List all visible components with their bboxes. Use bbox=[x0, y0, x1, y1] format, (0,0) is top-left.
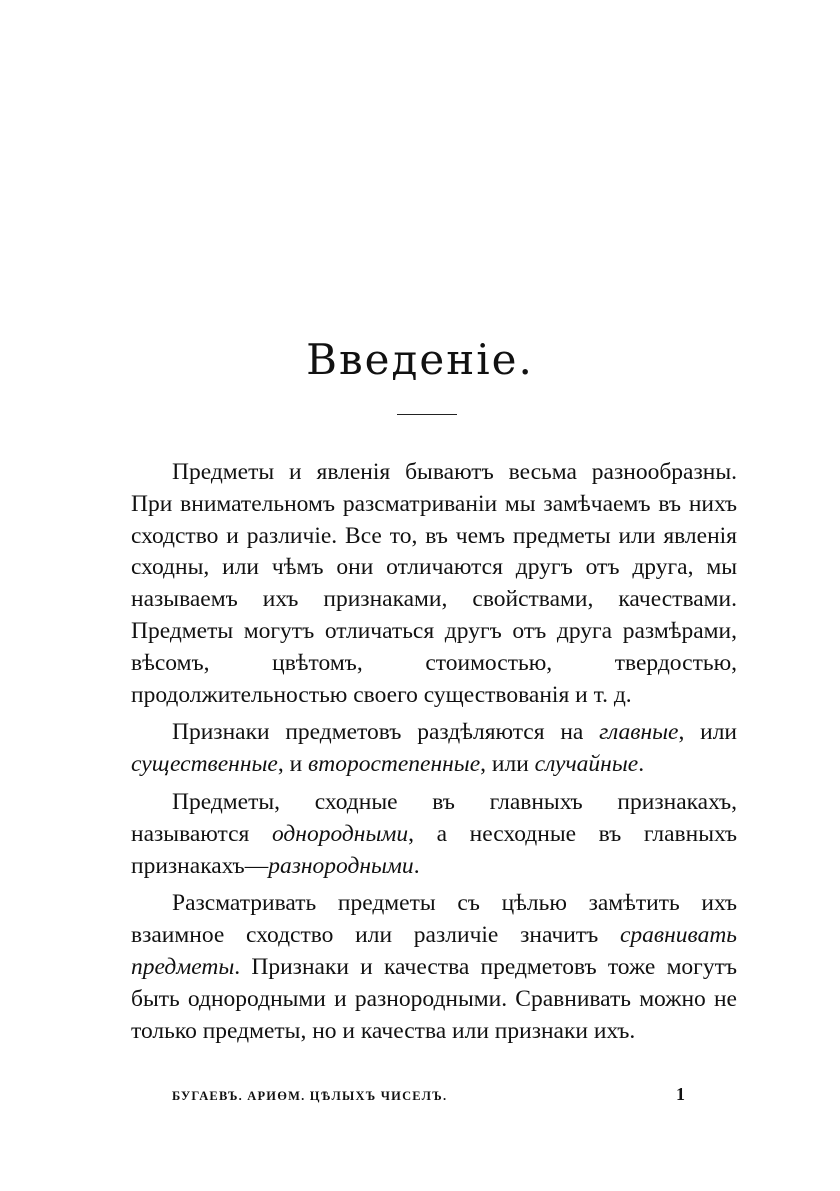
italic-term: существенные bbox=[131, 751, 278, 778]
paragraph: Разсматривать предметы съ цѣлью замѣтить ихъ взаимное сходство или различіе значитъ сравнивать предметы. Признаки и качества предметовъ тоже могутъ быть однородными и разнородными. Сравнивать можно не только предметы, но и качества или признаки ихъ. bbox=[131, 890, 737, 1044]
italic-term: второстепенные bbox=[308, 751, 481, 778]
paragraph: Предметы, сходные въ главныхъ признакахъ, называются однородными, а несходные въ главныхъ признакахъ—разнородными. bbox=[131, 788, 738, 879]
paragraph: Признаки предметовъ раздѣляются на главные, или существенные, и второстепенные, или случайные. bbox=[131, 719, 737, 778]
printer-signature: БУГАЕВЪ. АРИӨМ. ЦѢЛЫХЪ ЧИСЕЛЪ. bbox=[172, 1089, 448, 1103]
italic-term: случайные bbox=[534, 751, 639, 778]
italic-term: главные bbox=[599, 719, 679, 746]
italic-term: сравнивать предметы bbox=[131, 922, 737, 980]
body-text bbox=[131, 457, 737, 1047]
paragraph: Предметы и явленія бываютъ весьма разнообразны. При внимательномъ разсматриваніи мы замѣчаемъ въ нихъ сходство и различіе. Все то, въ чемъ предметы или явленія сходны, или чѣмъ они отличаются другъ отъ друга, мы называемъ ихъ признаками, свойствами, качествами. Предметы могутъ отличаться другъ отъ друга размѣрами, вѣсомъ, цвѣтомъ, стоимостью, твердостью, продолжительностью своего существованія и т. д. bbox=[131, 459, 737, 708]
sheet-number: 1 bbox=[676, 1084, 685, 1104]
italic-term: разнородными bbox=[268, 852, 414, 879]
title-divider bbox=[397, 414, 457, 415]
chapter-title: Введеніе. bbox=[306, 335, 534, 384]
italic-term: однородными bbox=[271, 820, 409, 847]
